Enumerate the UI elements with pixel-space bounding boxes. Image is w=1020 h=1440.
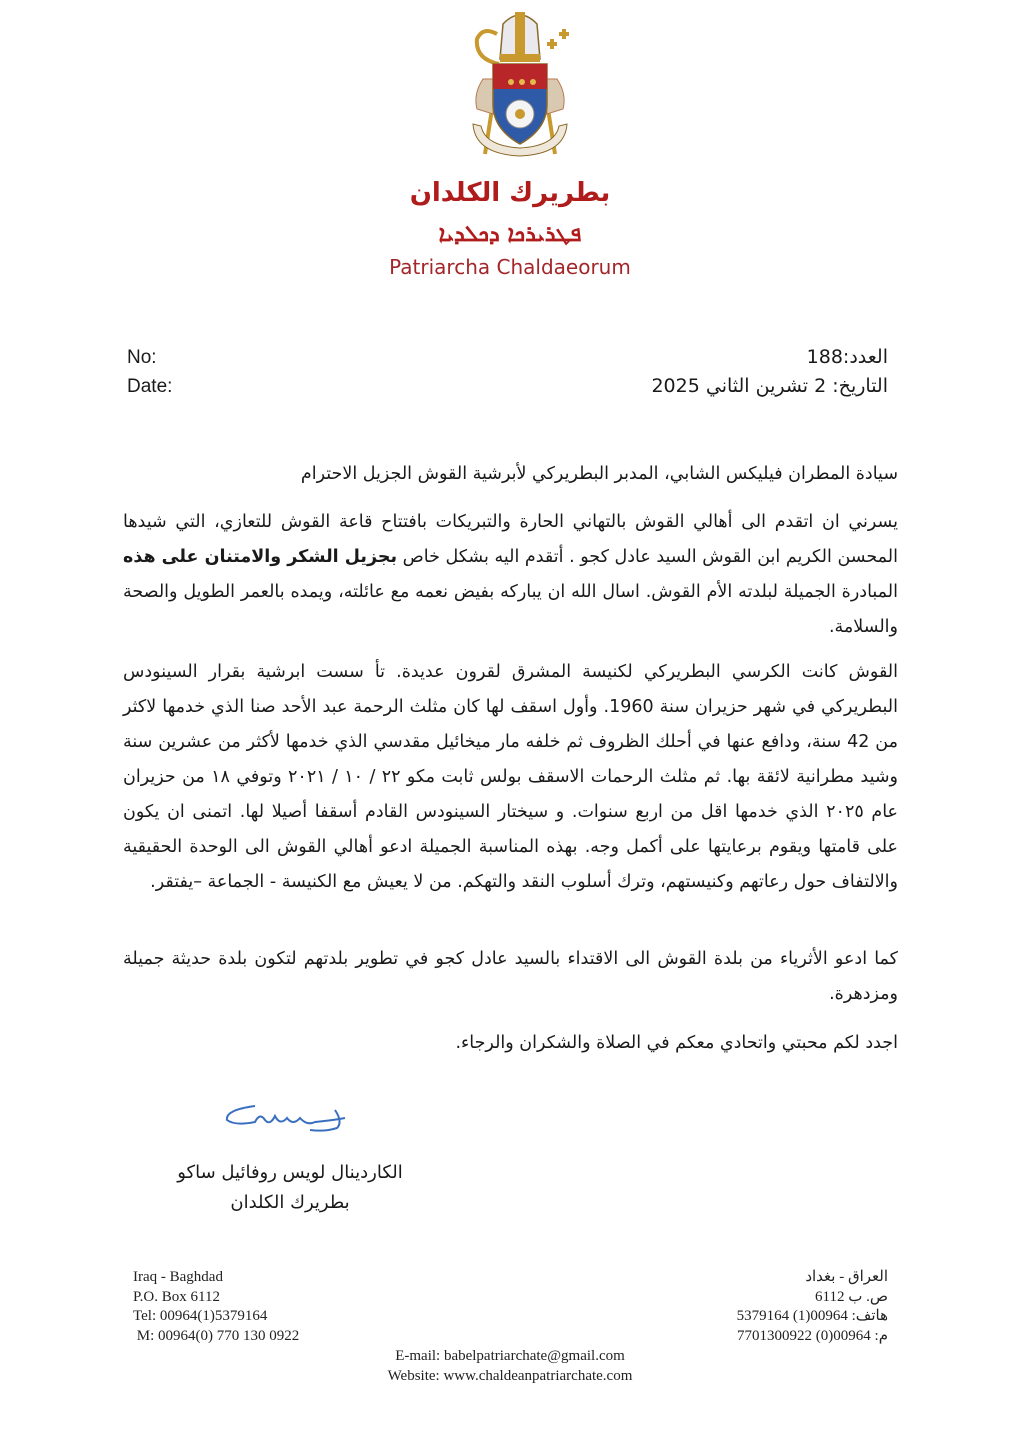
footer-website: Website: www.chaldeanpatriarchate.com [387,1367,633,1384]
letterhead-title-arabic: بطريرك الكلدان [409,178,611,208]
document-date: التاريخ: 2 تشرين الثاني 2025 [651,375,888,397]
paragraph-1 [123,505,898,645]
signatory-name: الكاردينال لويس روفائيل ساكو [177,1162,403,1183]
footer-address: Iraq - Baghdad [133,1269,223,1285]
footer-contact-english [133,1268,299,1346]
footer-po-box-ar: ص. ب 6112 [815,1288,888,1305]
footer-address-ar: العراق - بغداد [805,1269,888,1285]
footer-mobile-ar: م: 00964(0) 7701300922 [737,1327,888,1344]
paragraph-1-text: يسرني ان اتقدم الى أهالي القوش بالتهاني الحارة والتبريكات بافتتاح قاعة القوش للتعازي، التي شيدها المحسن الكريم ابن القوش السيد عادل كجو . أتقدم اليه بشكل خاص [123,512,898,567]
footer-mobile: M: 00964(0) 770 130 0922 [133,1327,300,1344]
footer-online [0,1347,1020,1386]
handwritten-signature-icon [215,1098,365,1140]
signatory-title: بطريرك الكلدان [230,1192,350,1213]
paragraph-3: كما ادعو الأثرياء من بلدة القوش الى الاقتداء بالسيد عادل كجو في تطوير بلدتهم لتكون بلدة حديثة جميلة ومزدهرة. [123,949,898,1004]
paragraph-1-bold: بجزيل الشكر والامتنان على هذه [123,547,398,567]
coat-of-arms-icon [455,4,585,166]
footer-po-box: P.O. Box 6112 [133,1288,220,1305]
paragraph-1-text-end: المبادرة الجميلة لبلدته الأم القوش. اسال الله ان يباركه بفيض نعمه مع عائلته، ويمده بالعمر الطويل والصحة والسلامة. [123,582,898,637]
paragraph-2: القوش كانت الكرسي البطريركي لكنيسة المشرق لقرون عديدة. تأ سست ابرشية بقرار السينودس البطريركي في شهر حزيران سنة 1960. وأول اسقف لها كان مثلث الرحمة عبد الأحد صنا الذي خدمها لاكثر من 42 سنة، ودافع عنها في أحلك الظروف ثم خلفه مار ميخائيل مقدسي الذي خدمها لأكثر من عشرين سنة وشيد مطرانية لائقة بها. ثم مثلث الرحمات الاسقف بولس ثابت مكو ٢٢ / ١٠ / ٢٠٢١ وتوفي ١٨ من حزيران عام ٢٠٢٥ الذي خدمها اقل من اربع سنوات. و سيختار السينودس القادم أسقفا أصيلا لها. اتمنى ان يكون على قامتها ويقوم برعايتها على أكمل وجه. بهذه المناسبة الجميلة ادعو أهالي القوش الى الوحدة الحقيقية والالتفاف حول رعاتهم وكنيستهم، وترك أسلوب النقد والتهكم. من لا يعيش مع الكنيسة - الجماعة –يفتقر. [123,662,899,892]
letterhead-title-syriac: ܦܛܪܝܪܟܐ ܕܟܠܕܝܐ [438,222,582,247]
number-label: No: [127,347,157,368]
meta-english [127,343,172,401]
footer-contact-arabic [737,1268,888,1346]
salutation: سيادة المطران فيليكس الشابي، المدبر البطريركي لأبرشية القوش الجزيل الاحترام [300,464,898,484]
meta-arabic [651,343,888,401]
letterhead-title-latin: Patriarcha Chaldaeorum [389,255,631,279]
document-number: العدد:188 [806,346,888,368]
paragraph-4: اجدد لكم محبتي واتحادي معكم في الصلاة والشكران والرجاء. [455,1033,898,1053]
footer-phone: Tel: 00964(1)5379164 [133,1308,268,1324]
footer-phone-ar: هاتف: 00964(1) 5379164 [736,1308,888,1324]
footer-email: E-mail: babelpatriarchate@gmail.com [395,1348,625,1364]
date-label: Date: [127,376,173,397]
